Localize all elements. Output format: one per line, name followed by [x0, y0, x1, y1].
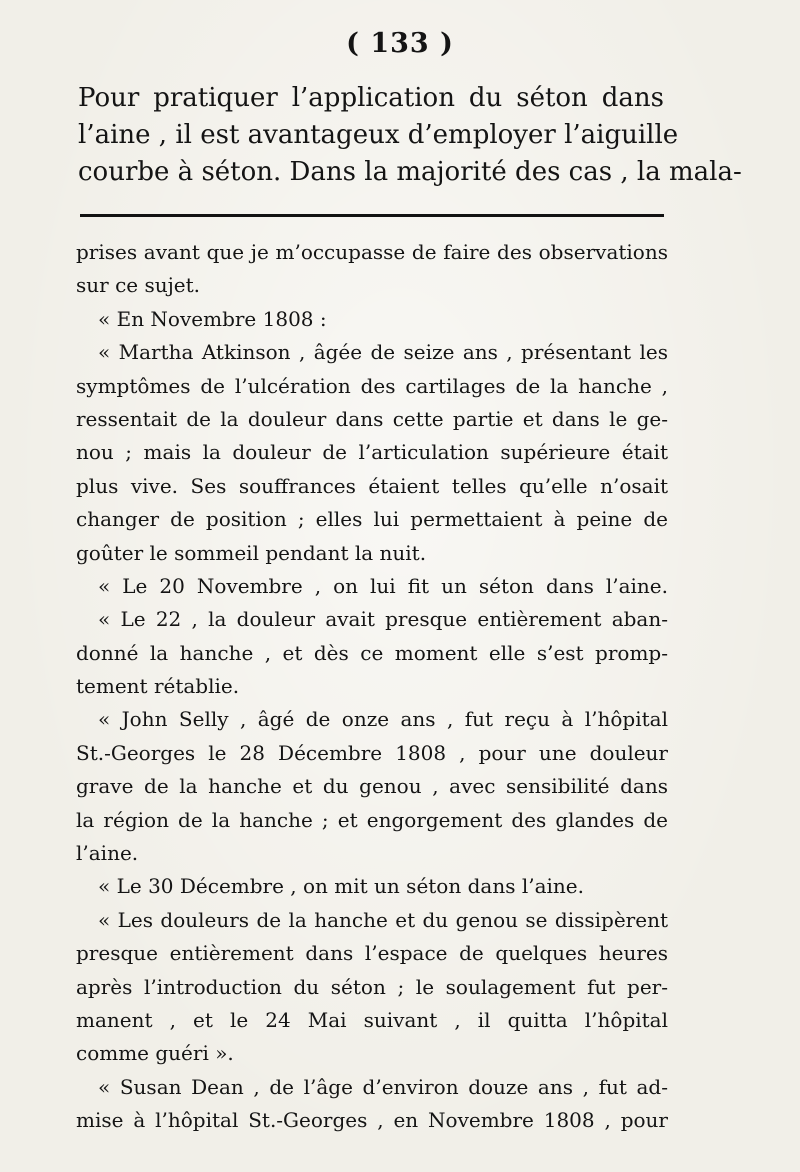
- footnote-line: changer de position ; elles lui permettaient à peine de: [76, 507, 668, 532]
- footnote-line: manent , et le 24 Mai suivant , il quitta l’hôpital: [76, 1007, 668, 1032]
- footnote-line: symptômes de l’ulcération des cartilages de la hanche ,: [76, 373, 668, 398]
- footnote-line: prises avant que je m’occupasse de faire des observations: [76, 240, 668, 264]
- footnote-line: grave de la hanche et du genou , avec sensibilité dans: [76, 774, 668, 799]
- footnote-line: goûter le sommeil pendant la nuit.: [76, 540, 427, 565]
- footnote-line: St.-Georges le 28 Décembre 1808 , pour une douleur: [76, 740, 668, 765]
- footnote-line: après l’introduction du séton ; le soulagement fut per-: [76, 974, 668, 999]
- footnote-line: tement rétablie.: [76, 674, 240, 699]
- main-text-line: l’aine , il est avantageux d’employer l’aiguille: [78, 120, 679, 150]
- page-number: ( 133 ): [346, 28, 454, 59]
- footnote-line: comme guéri ».: [76, 1041, 234, 1066]
- footnote-line: ressentait de la douleur dans cette partie et dans le ge-: [76, 406, 668, 431]
- footnote-line: « Susan Dean , de l’âge d’environ douze ans , fut ad-: [98, 1074, 668, 1099]
- footnote-line: nou ; mais la douleur de l’articulation supérieure était: [76, 440, 668, 465]
- footnote-line: « Le 30 Décembre , on mit un séton dans l’aine.: [98, 874, 584, 899]
- footnote-line: donné la hanche , et dès ce moment elle s’est promp-: [76, 640, 668, 665]
- footnote-text: [76, 236, 668, 1138]
- footnote-line: « Le 20 Novembre , on lui fit un séton dans l’aine.: [98, 573, 668, 598]
- footnote-line: l’aine.: [76, 841, 139, 866]
- footnote-line: « En Novembre 1808 :: [98, 306, 327, 331]
- footnote-line: sur ce sujet.: [76, 273, 201, 298]
- main-text: [78, 80, 742, 191]
- main-text-line: courbe à séton. Dans la majorité des cas , la mala-: [78, 157, 742, 187]
- footnote-line: mise à l’hôpital St.-Georges , en Novembre 1808 , pour: [76, 1108, 668, 1133]
- footnote-divider: [80, 214, 664, 217]
- footnote-line: « Le 22 , la douleur avait presque entièrement aban-: [98, 607, 668, 632]
- footnote-line: « John Selly , âgé de onze ans , fut reçu à l’hôpital: [98, 707, 668, 732]
- footnote-line: « Martha Atkinson , âgée de seize ans , présentant les: [98, 340, 668, 365]
- footnote-line: « Les douleurs de la hanche et du genou se dissipèrent: [98, 907, 668, 932]
- footnote-line: la région de la hanche ; et engorgement des glandes de: [76, 807, 668, 832]
- footnote-line: plus vive. Ses souffrances étaient telles qu’elle n’osait: [76, 473, 668, 498]
- footnote-line: presque entièrement dans l’espace de quelques heures: [76, 941, 668, 966]
- main-text-line: Pour pratiquer l’application du séton dans: [78, 83, 664, 113]
